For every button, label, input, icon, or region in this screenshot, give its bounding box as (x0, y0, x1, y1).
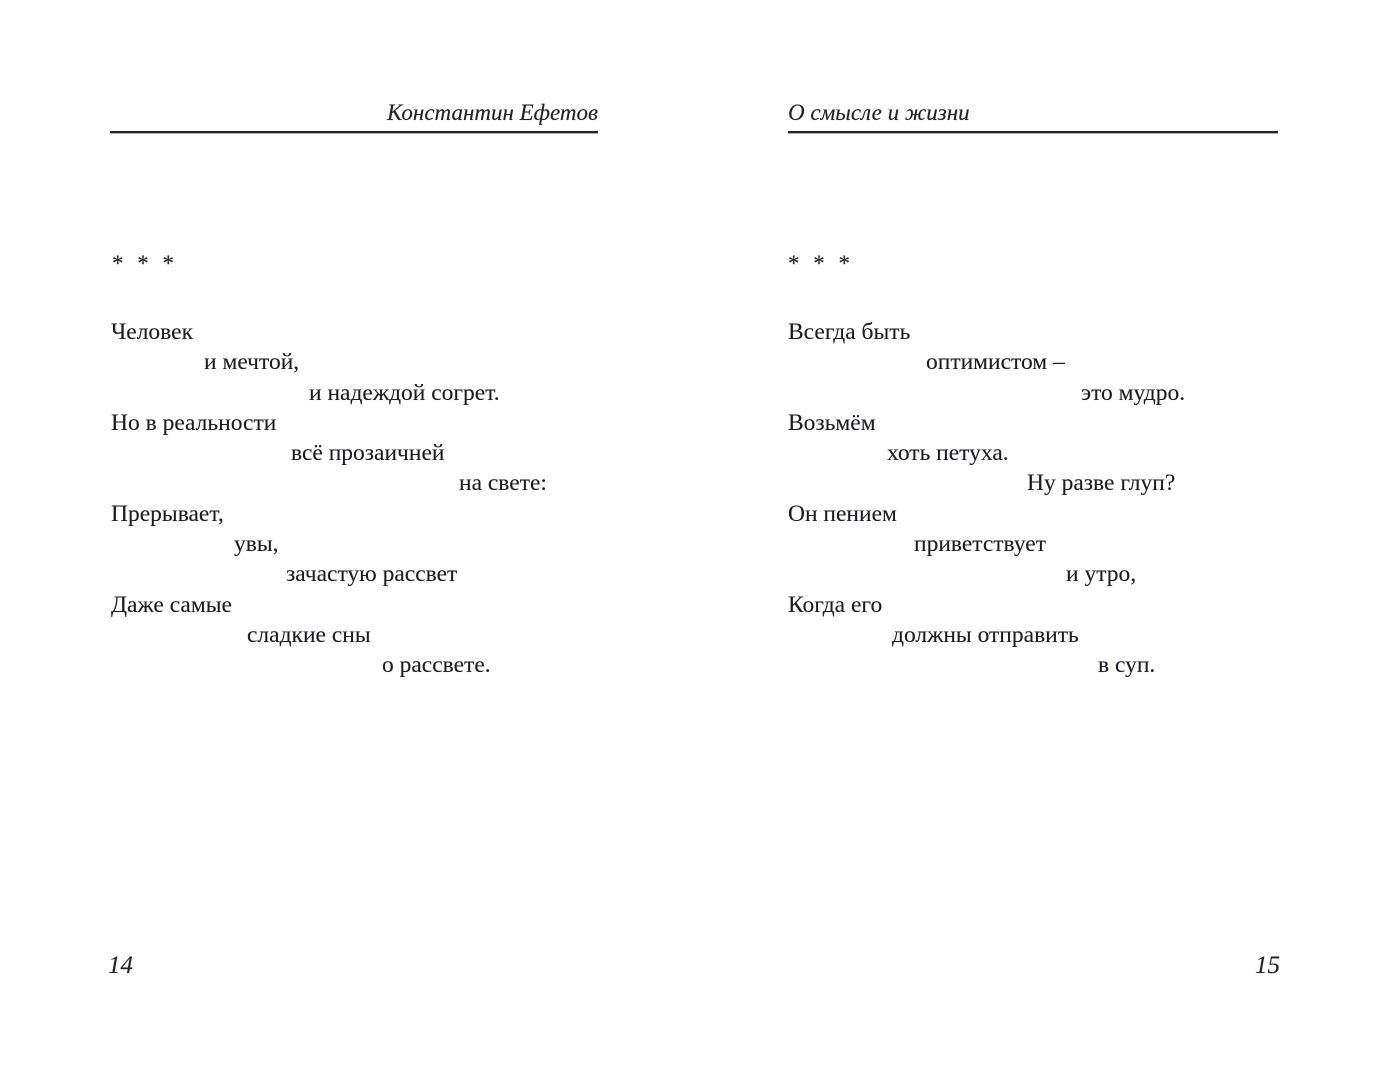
poem-line: на свете: (459, 470, 547, 497)
poem-line: оптимистом – (926, 349, 1065, 376)
poem-line: Ну разве глуп? (1027, 470, 1176, 497)
poem-line: должны отправить (892, 621, 1079, 648)
page-number-right: 15 (1255, 952, 1280, 979)
running-header-section: О смысле и жизни (788, 100, 970, 125)
stanza-asterisk-marker-left: * * * (112, 251, 178, 276)
stanza-asterisk-marker-right: * * * (788, 251, 854, 276)
poem-line: это мудро. (1081, 379, 1186, 406)
poem-line: и мечтой, (204, 349, 300, 376)
poem-line: увы, (234, 531, 279, 558)
poem-line: в суп. (1098, 652, 1156, 679)
poem-line: Когда его (788, 591, 883, 618)
poem-line: Но в реальности (111, 409, 277, 436)
header-rule-right (788, 131, 1278, 133)
poem-line: Прерывает, (111, 500, 224, 527)
poem-line: приветствует (914, 531, 1046, 558)
poem-line: о рассвете. (382, 652, 491, 679)
poem-line: Всегда быть (788, 319, 911, 345)
poem-line: Он пением (788, 500, 897, 527)
poem-line: Возьмём (788, 409, 876, 436)
poem-line: зачастую рассвет (286, 561, 458, 588)
header-rule-left (110, 131, 598, 133)
page-number-left: 14 (108, 952, 133, 979)
poem-line: Человек (111, 319, 193, 345)
poem-right (788, 317, 1388, 681)
poem-line: всё прозаичней (291, 440, 445, 467)
poem-line: сладкие сны (247, 621, 371, 648)
poem-left (111, 317, 711, 681)
poem-line: хоть петуха. (887, 440, 1009, 467)
poem-line: и утро, (1066, 561, 1137, 588)
poem-line: Даже самые (111, 591, 232, 618)
running-header-author: Константин Ефетов (387, 100, 598, 125)
poem-line: и надеждой согрет. (309, 379, 500, 406)
